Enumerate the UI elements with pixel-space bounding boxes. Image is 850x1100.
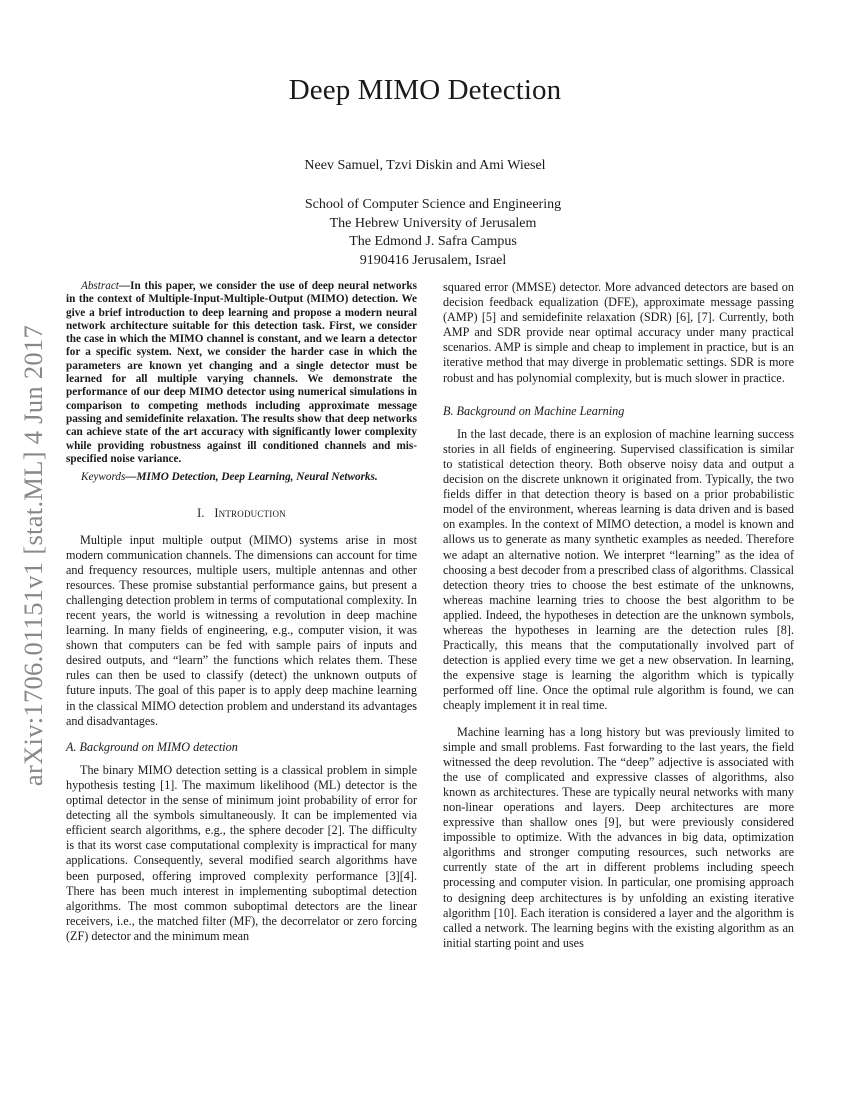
subsection-heading-mimo: A. Background on MIMO detection — [66, 739, 238, 754]
abstract-label: Abstract — [81, 280, 119, 292]
affiliation-line: The Edmond J. Safra Campus — [349, 234, 517, 249]
mimo-background-paragraph-continued: squared error (MMSE) detector. More advanced detectors are based on decision feedback equalization (DFE), approximate message passing (AMP) [5] and semidefinite relaxation (SDR) [6], [7]. Currently, both AMP and SDR provide near optimal accuracy under many practical scenarios. AMP is simple and cheap to implement in practice, but is an iterative method that may diverge in problematic settings. SDR is more robust and has polynomial complexity, but is much slower in practice. — [443, 280, 794, 385]
keywords-text: MIMO Detection, Deep Learning, Neural Networks. — [136, 471, 378, 484]
arxiv-identifier-stamp — [14, 295, 54, 815]
abstract-dash: — — [118, 280, 131, 292]
keywords-label: Keywords — [81, 471, 126, 484]
section-number: I. — [197, 506, 205, 521]
paper-title: Deep MIMO Detection — [288, 74, 562, 106]
affiliation-line: School of Computer Science and Engineering — [304, 197, 562, 212]
affiliation-line: The Hebrew University of Jerusalem — [329, 215, 537, 231]
abstract-paragraph — [66, 280, 417, 466]
ml-background-paragraph-2: Machine learning has a long history but was previously limited to simple and small problems. Fast forwarding to the last years, the field witnessed the deep revolution. The “deep” adjective is associated with the use of complicated and expressive classes of algorithms, also known as architectures. These are typically neural networks with many non-linear operations and layers. Deep architectures are more expressive than shallow ones [9], but were previously considered impossible to optimize. With the advances in big data, optimization algorithms and stronger computing resources, such networks are currently state of the art in different problems including speech processing and computer vision. In particular, one promising approach to designing deep architectures is by unfolding an existing iterative algorithm [10]. Each iteration is considered a layer and the algorithm is called a network. The learning begins with the existing algorithm as an initial starting point and uses — [443, 724, 794, 950]
ml-background-paragraph-1: In the last decade, there is an explosion of machine learning success stories in all fields of engineering. Supervised classification is similar to statistical detection theory. Both observe noisy data and output a decision on the discrete unknown it originated from. Typically, the two fields differ in that detection theory is based on a prior probabilistic model of the environment, whereas learning is data driven and is based on examples. In the context of MIMO detection, a model is known and allows us to generate as many synthetic examples as needed. Therefore we adapt an alternative notion. We interpret “learning” as the idea of choosing a best decoder from a prescribed class of algorithms. Classical detection theory tries to choose the best estimate of the unknowns, whereas machine learning tries to choose the best algorithm to be applied. Indeed, the hypotheses in detection are the unknown symbols, whereas the hypotheses in learning are the detection rules [8]. Practically, this means that the computationally involved part of detection is applied every time we get a new observation. In learning, the expensive stage is learning the algorithm which is typically performed off line. Once the optimal rule algorithm is found, we can cheaply implement it in real time. — [443, 426, 794, 713]
abstract-text: In this paper, we consider the use of deep neural networks in the context of Multiple-Input-Multiple-Output (MIMO) detection. We give a brief introduction to deep learning and propose a modern neural network architecture suitable for this detection task. First, we consider the case in which the MIMO channel is constant, and we learn a detector for a specific system. Next, we consider the harder case in which the parameters are known yet changing and a single detector must be learned for all multiple varying channels. We demonstrate the performance of our deep MIMO detector using numerical simulations in comparison to competing methods including approximate message passing and semidefinite relaxation. The results show that deep networks can achieve state of the art accuracy with significantly lower complexity while providing robustness against ill conditioned channels and mis-specified noise variance. — [66, 280, 417, 465]
author-list: Neev Samuel, Tzvi Diskin and Ami Wiesel — [304, 158, 546, 173]
keywords-paragraph — [66, 471, 417, 484]
intro-paragraph: Multiple input multiple output (MIMO) systems arise in most modern communication channels. The dimensions can account for time and frequency resources, multiple users, multiple antennas and other resources. These promise substantial performance gains, but present a challenging detection problem in terms of computational complexity. In recent years, the world is witnessing a revolution in deep machine learning. In many fields of engineering, e.g., computer vision, it was shown that computers can be fed with sample pairs of inputs and desired outputs, and “learn” the functions which relates them. These rules can then be used to classify (detect) the unknown outputs of future inputs. The goal of this paper is to apply deep machine learning in the classical MIMO detection problem and understand its advantages and disadvantages. — [66, 532, 417, 728]
mimo-background-paragraph: The binary MIMO detection setting is a classical problem in simple hypothesis testing [1]. The maximum likelihood (ML) detector is the optimal detector in the sense of minimum joint probability of error for detecting all the symbols simultaneously. It can be implemented via efficient search algorithms, e.g., the sphere decoder [2]. The difficulty is that its worst case computational complexity is impractical for many applications. Consequently, several modified search algorithms have been purposed, offering improved complexity performance [3][4]. There has been much interest in implementing suboptimal detection algorithms. The most common suboptimal detectors are the linear receivers, i.e., the matched filter (MF), the decorrelator or zero forcing (ZF) detector and the minimum mean — [66, 762, 417, 943]
keywords-dash: — — [125, 471, 137, 484]
affiliation-line: 9190416 Jerusalem, Israel — [359, 252, 507, 268]
section-title: Introduction — [214, 506, 286, 521]
affiliation-block — [0, 196, 850, 270]
subsection-heading-machine-learning: B. Background on Machine Learning — [443, 403, 625, 418]
left-column — [66, 280, 417, 944]
arxiv-identifier-text: arXiv:1706.01151v1 [stat.ML] 4 Jun 2017 — [18, 324, 49, 786]
right-column — [443, 280, 794, 951]
paragraph-spacer — [443, 714, 794, 725]
section-heading-introduction — [66, 506, 417, 521]
